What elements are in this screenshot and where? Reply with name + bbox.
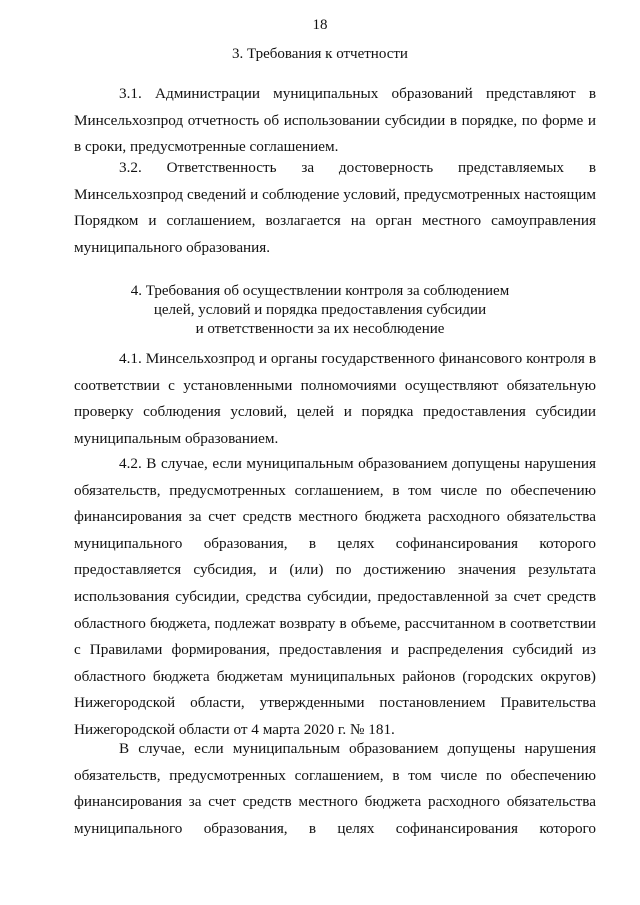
paragraph-3-2: 3.2. Ответственность за достоверность представляемых в Минсельхозпрод сведений и соблюдение условий, предусмотренных настоящим Порядком и соглашением, возлагается на орган местного самоуправления муниципального образования.: [74, 159, 596, 256]
paragraph-4-3-continued: В случае, если муниципальным образованием допущены нарушения обязательств, предусмотренных соглашением, в том числе по обеспечению финансирования за счет средств местного бюджета расходного обязательства муниципального образования, в целях софинансирования которого: [74, 740, 596, 837]
section-3-heading: 3. Требования к отчетности: [232, 46, 408, 62]
section-4-heading-line-2: целей, условий и порядка предоставления субсидии: [153, 302, 487, 318]
section-4-heading-line-1: 4. Требования об осуществлении контроля за соблюдением: [130, 283, 510, 299]
paragraph-4-2: 4.2. В случае, если муниципальным образованием допущены нарушения обязательств, предусмотренных соглашением, в том числе по обеспечению финансирования за счет средств местного бюджета расходного обязательства муниципального образования, в целях софинансирования которого предоставляется субсидия, и (или) по достижению значения результата использования субсидии, средства субсидии, предоставленной за счет средств областного бюджета, подлежат возврату в объеме, рассчитанном в соответствии с Правилами формирования, предоставления и распределения субсидий из областного бюджета бюджетам муниципальных районов (городских округов) Нижегородской области, утвержденными постановлением Правительства Нижегородской области от 4 марта 2020 г. № 181.: [74, 455, 596, 738]
section-4-heading: [0, 282, 640, 339]
section-4-heading-line-3: и ответственности за их несоблюдение: [195, 321, 445, 337]
paragraph-4-1: 4.1. Минсельхозпрод и органы государственного финансового контроля в соответствии с установленными полномочиями осуществляют обязательную проверку соблюдения условий, целей и порядка предоставления субсидии муниципальным образованием.: [74, 350, 596, 447]
page-number: 18: [312, 17, 328, 33]
paragraph-3-1: 3.1. Администрации муниципальных образований представляют в Минсельхозпрод отчетность об использовании субсидии в порядке, по форме и в сроки, предусмотренные соглашением.: [74, 85, 596, 156]
